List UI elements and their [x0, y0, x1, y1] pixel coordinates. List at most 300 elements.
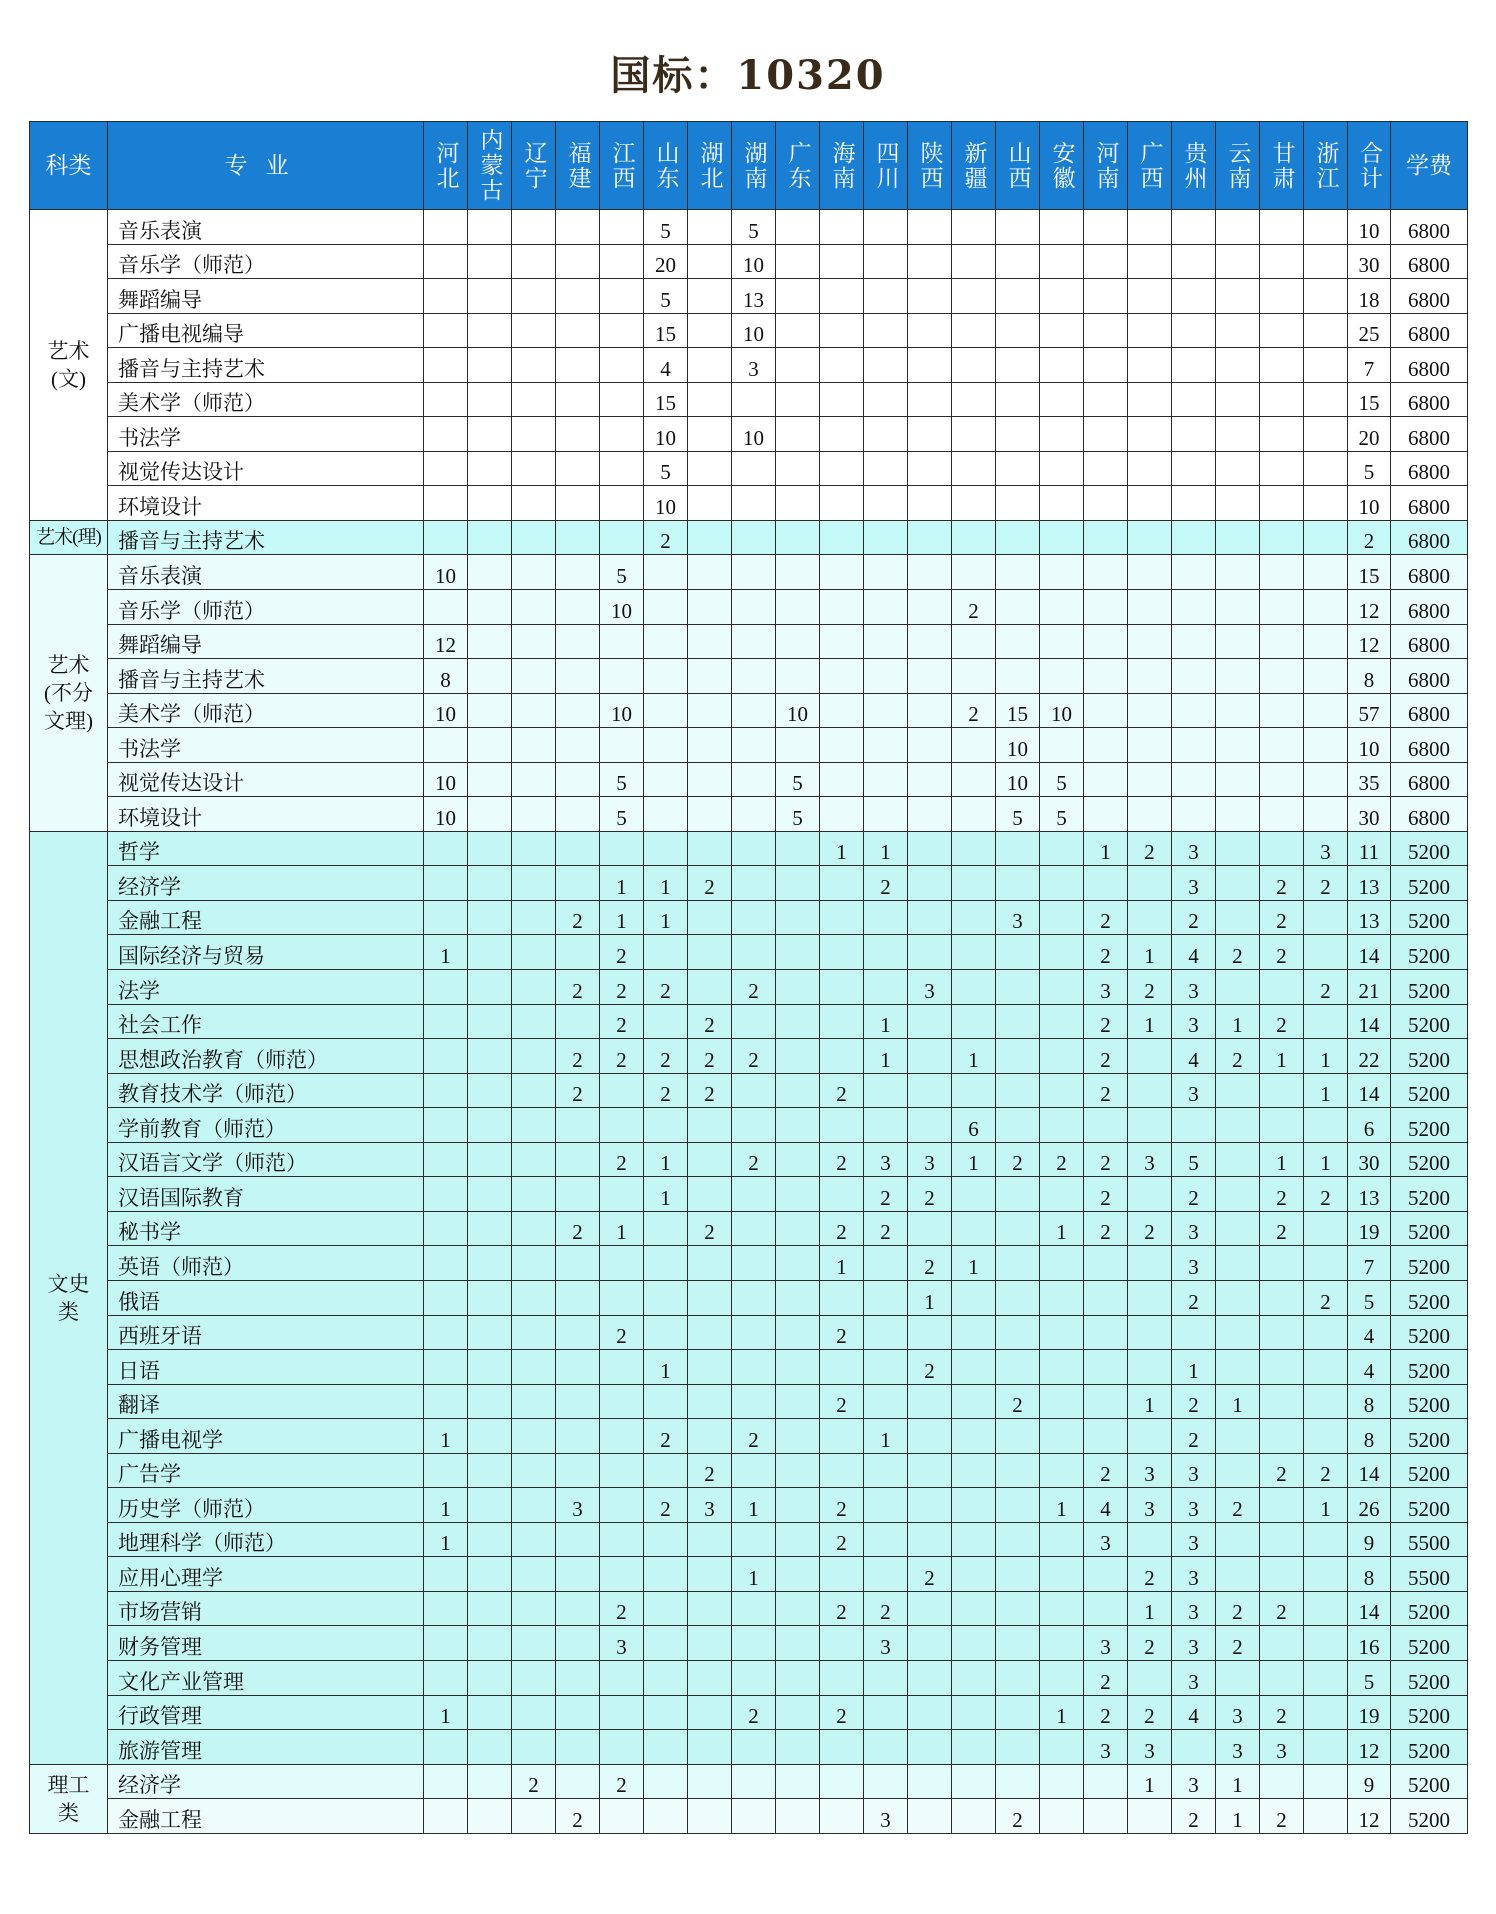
quota-cell: [1128, 797, 1172, 832]
quota-cell: 5: [1040, 762, 1084, 797]
quota-cell: 1: [600, 866, 644, 901]
quota-cell: 10: [732, 417, 776, 452]
major-cell: 文化产业管理: [108, 1660, 424, 1695]
quota-cell: [468, 348, 512, 383]
quota-cell: [468, 1626, 512, 1661]
quota-cell: [776, 1591, 820, 1626]
header-fee: 学费: [1391, 122, 1468, 210]
quota-cell: [908, 1488, 952, 1523]
quota-cell: [424, 1384, 468, 1419]
quota-cell: [512, 1695, 556, 1730]
quota-cell: [1084, 555, 1128, 590]
quota-cell: 2: [1084, 1177, 1128, 1212]
quota-cell: [424, 279, 468, 314]
quota-cell: [688, 1350, 732, 1385]
major-cell: 舞蹈编导: [108, 624, 424, 659]
quota-cell: [1040, 1039, 1084, 1074]
quota-cell: [556, 555, 600, 590]
quota-cell: [732, 1280, 776, 1315]
quota-cell: [732, 624, 776, 659]
quota-cell: 1: [600, 900, 644, 935]
quota-cell: [1304, 417, 1348, 452]
quota-cell: [952, 348, 996, 383]
quota-cell: 1: [952, 1039, 996, 1074]
quota-cell: [556, 451, 600, 486]
quota-cell: [1084, 1350, 1128, 1385]
quota-cell: [1216, 244, 1260, 279]
quota-cell: 10: [644, 486, 688, 521]
quota-cell: [908, 1073, 952, 1108]
quota-cell: [1304, 279, 1348, 314]
quota-cell: [1040, 244, 1084, 279]
quota-cell: [424, 866, 468, 901]
quota-cell: [732, 1730, 776, 1765]
total-cell: 14: [1348, 1004, 1391, 1039]
quota-cell: [1304, 210, 1348, 245]
quota-cell: [600, 279, 644, 314]
quota-cell: 2: [644, 1488, 688, 1523]
quota-cell: [1128, 590, 1172, 625]
quota-cell: [776, 590, 820, 625]
quota-cell: [776, 1004, 820, 1039]
quota-cell: [1216, 1142, 1260, 1177]
quota-cell: [468, 1730, 512, 1765]
quota-cell: [512, 1177, 556, 1212]
quota-cell: [468, 555, 512, 590]
quota-cell: [864, 382, 908, 417]
quota-cell: [1128, 244, 1172, 279]
quota-cell: [424, 1211, 468, 1246]
fee-cell: 5200: [1391, 1591, 1468, 1626]
quota-cell: [600, 313, 644, 348]
table-row: [30, 1695, 1468, 1730]
quota-cell: [1128, 210, 1172, 245]
quota-cell: [1260, 797, 1304, 832]
quota-cell: [996, 1108, 1040, 1143]
quota-cell: [908, 1039, 952, 1074]
quota-cell: 2: [864, 1591, 908, 1626]
quota-cell: [996, 279, 1040, 314]
quota-cell: [1084, 1384, 1128, 1419]
fee-cell: 5200: [1391, 970, 1468, 1005]
quota-cell: [996, 382, 1040, 417]
quota-cell: [864, 1764, 908, 1799]
quota-cell: [468, 210, 512, 245]
quota-cell: [908, 1626, 952, 1661]
quota-cell: 2: [600, 1315, 644, 1350]
total-cell: 5: [1348, 451, 1391, 486]
quota-cell: [820, 1280, 864, 1315]
quota-cell: [908, 451, 952, 486]
quota-cell: 13: [732, 279, 776, 314]
quota-cell: 2: [820, 1522, 864, 1557]
quota-cell: [820, 1419, 864, 1454]
quota-cell: 2: [1304, 866, 1348, 901]
quota-cell: [1040, 210, 1084, 245]
quota-cell: [468, 1142, 512, 1177]
quota-cell: 3: [1172, 1660, 1216, 1695]
quota-cell: [1260, 486, 1304, 521]
quota-cell: [952, 451, 996, 486]
quota-cell: [732, 1004, 776, 1039]
quota-cell: 1: [1128, 1764, 1172, 1799]
quota-cell: [1172, 728, 1216, 763]
quota-cell: [776, 382, 820, 417]
quota-cell: [1304, 1660, 1348, 1695]
quota-cell: [820, 244, 864, 279]
quota-cell: 1: [1216, 1004, 1260, 1039]
total-cell: 5: [1348, 1280, 1391, 1315]
header-province: 山西: [996, 122, 1040, 210]
quota-cell: 2: [732, 1695, 776, 1730]
quota-cell: [952, 1177, 996, 1212]
quota-cell: [732, 486, 776, 521]
quota-cell: [776, 624, 820, 659]
quota-cell: 3: [1172, 1522, 1216, 1557]
quota-cell: 2: [1128, 1695, 1172, 1730]
category-cell: 理工 类: [30, 1764, 108, 1833]
quota-cell: [820, 728, 864, 763]
quota-cell: [1172, 659, 1216, 694]
quota-cell: [776, 1246, 820, 1281]
quota-cell: [512, 1108, 556, 1143]
quota-cell: [468, 1108, 512, 1143]
quota-cell: [688, 1660, 732, 1695]
quota-cell: [424, 970, 468, 1005]
quota-cell: [1084, 1419, 1128, 1454]
quota-cell: [512, 831, 556, 866]
quota-cell: 8: [424, 659, 468, 694]
quota-cell: [1304, 1246, 1348, 1281]
quota-cell: 1: [1128, 1384, 1172, 1419]
quota-cell: 2: [996, 1799, 1040, 1834]
quota-cell: [996, 659, 1040, 694]
quota-cell: [1216, 555, 1260, 590]
quota-cell: 2: [600, 1591, 644, 1626]
quota-cell: [908, 1591, 952, 1626]
quota-cell: [820, 866, 864, 901]
quota-cell: 1: [864, 1004, 908, 1039]
quota-cell: [864, 590, 908, 625]
header-province: 湖南: [732, 122, 776, 210]
quota-cell: [1128, 1073, 1172, 1108]
quota-cell: [1084, 1591, 1128, 1626]
quota-cell: [1040, 382, 1084, 417]
quota-cell: 10: [732, 313, 776, 348]
quota-cell: [468, 1073, 512, 1108]
quota-cell: [1128, 1280, 1172, 1315]
quota-cell: [1216, 1246, 1260, 1281]
quota-cell: [820, 1764, 864, 1799]
quota-cell: [1260, 1350, 1304, 1385]
quota-cell: [864, 1315, 908, 1350]
quota-cell: [1216, 1350, 1260, 1385]
quota-cell: [1040, 1557, 1084, 1592]
quota-cell: [908, 900, 952, 935]
quota-cell: [424, 348, 468, 383]
quota-cell: [600, 728, 644, 763]
quota-cell: [424, 1142, 468, 1177]
quota-cell: [424, 1108, 468, 1143]
major-cell: 历史学（师范）: [108, 1488, 424, 1523]
quota-cell: [1128, 555, 1172, 590]
quota-cell: 10: [424, 797, 468, 832]
quota-cell: [952, 279, 996, 314]
quota-cell: [424, 900, 468, 935]
quota-cell: 3: [1172, 1246, 1216, 1281]
quota-cell: [512, 1142, 556, 1177]
table-row: [30, 1315, 1468, 1350]
quota-cell: [1172, 590, 1216, 625]
quota-cell: [1304, 520, 1348, 555]
quota-cell: [1040, 1453, 1084, 1488]
quota-cell: [556, 728, 600, 763]
quota-cell: [1216, 1073, 1260, 1108]
quota-cell: [512, 762, 556, 797]
table-row: [30, 1557, 1468, 1592]
quota-cell: [1040, 970, 1084, 1005]
quota-cell: [556, 659, 600, 694]
quota-cell: 1: [1216, 1764, 1260, 1799]
quota-cell: [644, 728, 688, 763]
quota-cell: [776, 900, 820, 935]
quota-cell: [688, 831, 732, 866]
table-row: [30, 417, 1468, 452]
quota-cell: 2: [820, 1695, 864, 1730]
quota-cell: [468, 762, 512, 797]
quota-cell: [776, 1626, 820, 1661]
table-row: [30, 1660, 1468, 1695]
fee-cell: 5200: [1391, 1626, 1468, 1661]
quota-cell: [732, 1660, 776, 1695]
header-province: 河北: [424, 122, 468, 210]
quota-cell: [776, 486, 820, 521]
quota-cell: 2: [952, 590, 996, 625]
quota-cell: [688, 1591, 732, 1626]
quota-cell: [732, 797, 776, 832]
quota-cell: 3: [1172, 1591, 1216, 1626]
quota-cell: [1084, 659, 1128, 694]
quota-cell: [644, 1280, 688, 1315]
quota-cell: [1084, 590, 1128, 625]
quota-cell: [732, 762, 776, 797]
quota-cell: [644, 762, 688, 797]
quota-cell: [732, 831, 776, 866]
quota-cell: [820, 313, 864, 348]
quota-cell: [1216, 1108, 1260, 1143]
fee-cell: 6800: [1391, 486, 1468, 521]
major-cell: 舞蹈编导: [108, 279, 424, 314]
total-cell: 2: [1348, 520, 1391, 555]
quota-cell: [1216, 520, 1260, 555]
quota-cell: [1084, 1764, 1128, 1799]
quota-cell: [600, 1280, 644, 1315]
fee-cell: 5200: [1391, 1764, 1468, 1799]
table-row: [30, 1039, 1468, 1074]
quota-cell: [864, 244, 908, 279]
quota-cell: [468, 1591, 512, 1626]
quota-cell: [908, 831, 952, 866]
quota-cell: 1: [864, 1039, 908, 1074]
major-cell: 西班牙语: [108, 1315, 424, 1350]
quota-cell: [688, 210, 732, 245]
quota-cell: [1260, 659, 1304, 694]
quota-cell: [688, 693, 732, 728]
header-province: 内蒙古: [468, 122, 512, 210]
quota-cell: 1: [864, 1419, 908, 1454]
quota-cell: 2: [512, 1764, 556, 1799]
quota-cell: [1260, 382, 1304, 417]
quota-cell: [512, 1522, 556, 1557]
major-cell: 哲学: [108, 831, 424, 866]
quota-cell: 2: [644, 520, 688, 555]
quota-cell: 2: [1172, 1419, 1216, 1454]
quota-cell: [952, 1419, 996, 1454]
quota-cell: [556, 1764, 600, 1799]
quota-cell: [556, 417, 600, 452]
quota-cell: [908, 520, 952, 555]
quota-cell: [1216, 970, 1260, 1005]
total-cell: 13: [1348, 1177, 1391, 1212]
quota-cell: [644, 1211, 688, 1246]
page-title: 国标：10320: [610, 52, 886, 99]
fee-cell: 5200: [1391, 1695, 1468, 1730]
quota-cell: [732, 1108, 776, 1143]
quota-cell: [1304, 451, 1348, 486]
quota-cell: [908, 244, 952, 279]
quota-cell: 2: [1084, 1039, 1128, 1074]
fee-cell: 6800: [1391, 797, 1468, 832]
quota-cell: [864, 520, 908, 555]
quota-cell: 3: [996, 900, 1040, 935]
quota-cell: 3: [864, 1626, 908, 1661]
quota-cell: [776, 348, 820, 383]
quota-cell: [776, 1108, 820, 1143]
quota-cell: 1: [1040, 1695, 1084, 1730]
quota-cell: [952, 935, 996, 970]
quota-cell: [864, 348, 908, 383]
quota-cell: [776, 1419, 820, 1454]
major-cell: 英语（师范）: [108, 1246, 424, 1281]
quota-cell: [600, 1246, 644, 1281]
quota-cell: [864, 1557, 908, 1592]
quota-cell: [952, 1730, 996, 1765]
table-row: [30, 210, 1468, 245]
quota-cell: [996, 624, 1040, 659]
quota-cell: [952, 1453, 996, 1488]
quota-cell: [1304, 486, 1348, 521]
quota-cell: 15: [644, 382, 688, 417]
fee-cell: 6800: [1391, 693, 1468, 728]
quota-cell: [600, 1557, 644, 1592]
table-row: [30, 1626, 1468, 1661]
quota-cell: [1128, 1315, 1172, 1350]
quota-cell: [424, 451, 468, 486]
quota-cell: [820, 1730, 864, 1765]
quota-cell: 1: [644, 1350, 688, 1385]
quota-cell: [996, 1591, 1040, 1626]
quota-cell: [864, 797, 908, 832]
quota-cell: [1260, 1073, 1304, 1108]
category-cell: 文史 类: [30, 831, 108, 1764]
quota-cell: [512, 486, 556, 521]
quota-cell: [996, 348, 1040, 383]
quota-cell: 1: [424, 1419, 468, 1454]
quota-cell: [776, 1350, 820, 1385]
table-row: [30, 1419, 1468, 1454]
major-cell: 音乐学（师范）: [108, 590, 424, 625]
quota-cell: 4: [1172, 1695, 1216, 1730]
major-cell: 应用心理学: [108, 1557, 424, 1592]
quota-cell: [512, 313, 556, 348]
quota-cell: [688, 451, 732, 486]
fee-cell: 5200: [1391, 1799, 1468, 1834]
quota-cell: [996, 1177, 1040, 1212]
quota-cell: 2: [600, 1764, 644, 1799]
total-cell: 8: [1348, 1384, 1391, 1419]
quota-cell: 3: [1128, 1142, 1172, 1177]
quota-cell: 1: [1260, 1142, 1304, 1177]
quota-cell: [556, 244, 600, 279]
quota-cell: [952, 1695, 996, 1730]
quota-cell: [688, 624, 732, 659]
major-cell: 音乐表演: [108, 210, 424, 245]
quota-cell: [688, 417, 732, 452]
quota-cell: [820, 900, 864, 935]
quota-cell: 3: [688, 1488, 732, 1523]
header-total: 合计: [1348, 122, 1391, 210]
quota-cell: [1128, 693, 1172, 728]
quota-cell: [1040, 1177, 1084, 1212]
quota-cell: [424, 1764, 468, 1799]
quota-cell: [424, 1177, 468, 1212]
quota-cell: 1: [1216, 1384, 1260, 1419]
quota-cell: [424, 1039, 468, 1074]
quota-cell: [732, 1799, 776, 1834]
quota-cell: 2: [996, 1384, 1040, 1419]
quota-cell: 3: [1304, 831, 1348, 866]
total-cell: 8: [1348, 1557, 1391, 1592]
fee-cell: 5200: [1391, 1315, 1468, 1350]
header-province: 甘肃: [1260, 122, 1304, 210]
quota-cell: [864, 1350, 908, 1385]
quota-cell: [512, 279, 556, 314]
quota-cell: [952, 1522, 996, 1557]
total-cell: 10: [1348, 210, 1391, 245]
quota-cell: [820, 1453, 864, 1488]
quota-cell: [1304, 935, 1348, 970]
quota-cell: [908, 762, 952, 797]
quota-cell: [468, 659, 512, 694]
quota-cell: 2: [1128, 1557, 1172, 1592]
quota-cell: [600, 1799, 644, 1834]
quota-cell: [952, 313, 996, 348]
quota-cell: 1: [820, 1246, 864, 1281]
quota-cell: [424, 1557, 468, 1592]
major-cell: 财务管理: [108, 1626, 424, 1661]
quota-cell: [1260, 313, 1304, 348]
quota-cell: [864, 210, 908, 245]
quota-cell: 2: [1260, 866, 1304, 901]
quota-cell: [556, 1730, 600, 1765]
quota-cell: 4: [1172, 935, 1216, 970]
major-cell: 环境设计: [108, 797, 424, 832]
quota-cell: [864, 728, 908, 763]
quota-cell: [512, 1004, 556, 1039]
header-row: [30, 122, 1468, 210]
quota-cell: [996, 1246, 1040, 1281]
header-province: 河南: [1084, 122, 1128, 210]
